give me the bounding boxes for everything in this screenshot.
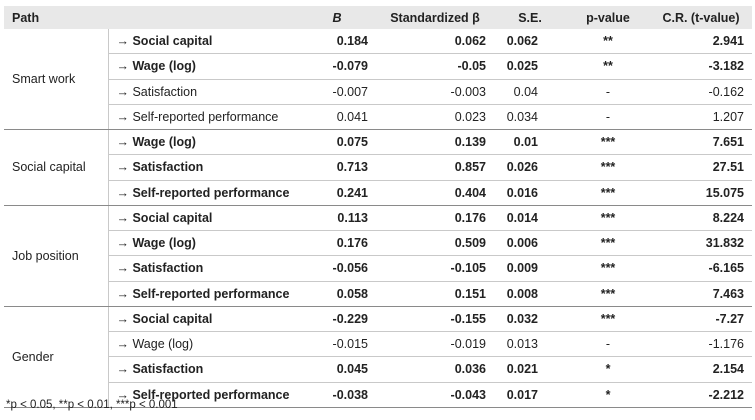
critical-ratio: 2.941 <box>650 29 752 54</box>
p-value: *** <box>566 155 650 180</box>
path-target: → Social capital <box>108 306 298 331</box>
path-target: → Social capital <box>108 205 298 230</box>
standard-error: 0.006 <box>494 231 566 256</box>
table-row <box>4 155 752 180</box>
standard-error: 0.034 <box>494 104 566 129</box>
path-target: → Self-reported performance <box>108 104 298 129</box>
coef-b: -0.038 <box>298 382 376 407</box>
coef-b: 0.241 <box>298 180 376 205</box>
header-b: B <box>298 6 376 29</box>
table-row <box>4 130 752 155</box>
table-row <box>4 29 752 54</box>
table-body <box>4 29 752 407</box>
coef-b: 0.045 <box>298 357 376 382</box>
coef-b: 0.058 <box>298 281 376 306</box>
coef-standardized-b: -0.019 <box>376 332 494 357</box>
critical-ratio: 7.463 <box>650 281 752 306</box>
p-value: - <box>566 332 650 357</box>
critical-ratio: -6.165 <box>650 256 752 281</box>
standard-error: 0.025 <box>494 54 566 79</box>
p-value: *** <box>566 306 650 331</box>
path-target: → Wage (log) <box>108 130 298 155</box>
critical-ratio: 8.224 <box>650 205 752 230</box>
standard-error: 0.026 <box>494 155 566 180</box>
path-target: → Wage (log) <box>108 54 298 79</box>
header-se: S.E. <box>494 6 566 29</box>
standard-error: 0.032 <box>494 306 566 331</box>
critical-ratio: 15.075 <box>650 180 752 205</box>
critical-ratio: 7.651 <box>650 130 752 155</box>
critical-ratio: 2.154 <box>650 357 752 382</box>
path-target: → Satisfaction <box>108 79 298 104</box>
path-target: → Self-reported performance <box>108 281 298 306</box>
coef-b: 0.176 <box>298 231 376 256</box>
path-target: → Self-reported performance <box>108 382 298 407</box>
coef-standardized-b: -0.003 <box>376 79 494 104</box>
path-target: → Wage (log) <box>108 231 298 256</box>
path-target: → Satisfaction <box>108 357 298 382</box>
coef-b: -0.056 <box>298 256 376 281</box>
coef-standardized-b: -0.105 <box>376 256 494 281</box>
coef-b: -0.079 <box>298 54 376 79</box>
standard-error: 0.062 <box>494 29 566 54</box>
standard-error: 0.008 <box>494 281 566 306</box>
p-value: *** <box>566 231 650 256</box>
critical-ratio: -0.162 <box>650 79 752 104</box>
p-value: - <box>566 104 650 129</box>
table-row <box>4 332 752 357</box>
p-value: - <box>566 79 650 104</box>
coef-b: 0.041 <box>298 104 376 129</box>
standard-error: 0.009 <box>494 256 566 281</box>
coef-standardized-b: 0.151 <box>376 281 494 306</box>
group-label: Social capital <box>4 130 108 206</box>
standard-error: 0.021 <box>494 357 566 382</box>
p-value: * <box>566 357 650 382</box>
standard-error: 0.017 <box>494 382 566 407</box>
standard-error: 0.04 <box>494 79 566 104</box>
coef-b: 0.713 <box>298 155 376 180</box>
coef-b: 0.113 <box>298 205 376 230</box>
p-value: *** <box>566 281 650 306</box>
coef-standardized-b: 0.036 <box>376 357 494 382</box>
coef-standardized-b: 0.404 <box>376 180 494 205</box>
header-p-value: p-value <box>566 6 650 29</box>
p-value: *** <box>566 205 650 230</box>
group-label: Gender <box>4 306 108 407</box>
critical-ratio: 27.51 <box>650 155 752 180</box>
coef-b: -0.007 <box>298 79 376 104</box>
table-row <box>4 256 752 281</box>
coef-b: -0.015 <box>298 332 376 357</box>
coef-b: 0.075 <box>298 130 376 155</box>
critical-ratio: 1.207 <box>650 104 752 129</box>
table-row <box>4 306 752 331</box>
path-target: → Social capital <box>108 29 298 54</box>
significance-footnote: *p < 0.05, **p < 0.01, ***p < 0.001 <box>6 399 178 411</box>
coef-b: 0.184 <box>298 29 376 54</box>
header-standardized-b: Standardized β <box>376 6 494 29</box>
p-value: ** <box>566 54 650 79</box>
table-header-row <box>4 6 752 29</box>
table-row <box>4 104 752 129</box>
standard-error: 0.016 <box>494 180 566 205</box>
path-coefficients-table <box>4 6 752 408</box>
table-row <box>4 79 752 104</box>
table-row <box>4 54 752 79</box>
coef-standardized-b: -0.05 <box>376 54 494 79</box>
coef-standardized-b: 0.176 <box>376 205 494 230</box>
p-value: ** <box>566 29 650 54</box>
header-path: Path <box>4 6 298 29</box>
header-cr: C.R. (t-value) <box>650 6 752 29</box>
critical-ratio: -7.27 <box>650 306 752 331</box>
table-row <box>4 205 752 230</box>
coef-b: -0.229 <box>298 306 376 331</box>
critical-ratio: -3.182 <box>650 54 752 79</box>
standard-error: 0.013 <box>494 332 566 357</box>
table-row <box>4 281 752 306</box>
standard-error: 0.01 <box>494 130 566 155</box>
p-value: *** <box>566 180 650 205</box>
p-value: *** <box>566 130 650 155</box>
coef-standardized-b: 0.023 <box>376 104 494 129</box>
coef-standardized-b: -0.155 <box>376 306 494 331</box>
coef-standardized-b: 0.857 <box>376 155 494 180</box>
p-value: * <box>566 382 650 407</box>
critical-ratio: 31.832 <box>650 231 752 256</box>
p-value: *** <box>566 256 650 281</box>
table-row <box>4 180 752 205</box>
table-row <box>4 357 752 382</box>
group-label: Job position <box>4 205 108 306</box>
path-target: → Self-reported performance <box>108 180 298 205</box>
coef-standardized-b: -0.043 <box>376 382 494 407</box>
standard-error: 0.014 <box>494 205 566 230</box>
path-target: → Satisfaction <box>108 155 298 180</box>
path-target: → Satisfaction <box>108 256 298 281</box>
path-target: → Wage (log) <box>108 332 298 357</box>
coef-standardized-b: 0.062 <box>376 29 494 54</box>
table-row <box>4 231 752 256</box>
coef-standardized-b: 0.509 <box>376 231 494 256</box>
group-label: Smart work <box>4 29 108 130</box>
critical-ratio: -2.212 <box>650 382 752 407</box>
coef-standardized-b: 0.139 <box>376 130 494 155</box>
critical-ratio: -1.176 <box>650 332 752 357</box>
